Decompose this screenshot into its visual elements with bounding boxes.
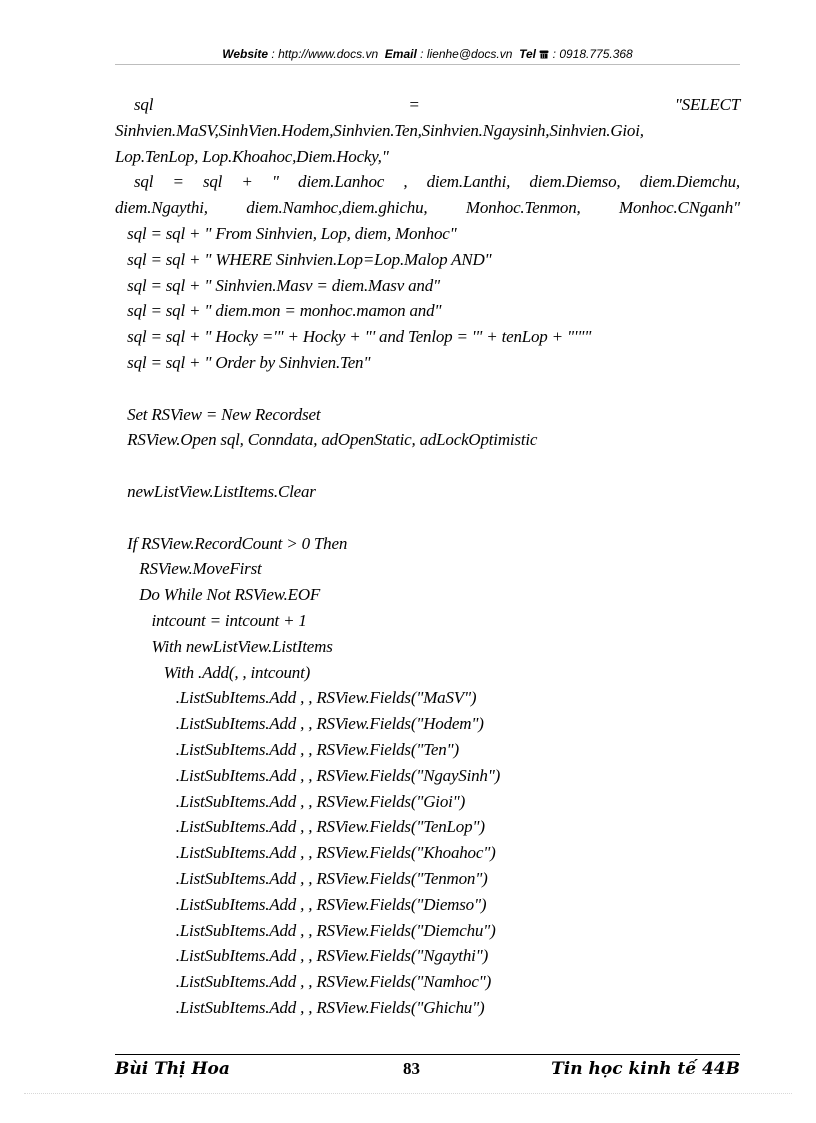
page-header xyxy=(115,47,740,63)
website-label: Website xyxy=(222,47,269,61)
code-line-25: .ListSubItems.Add , , RSView.Fields("Gioi") xyxy=(115,791,466,811)
code-line-21: .ListSubItems.Add , , RSView.Fields("MaSV") xyxy=(115,688,477,708)
code-line-16: RSView.MoveFirst xyxy=(115,559,262,579)
code-line-10: sql = sql + " Hocky ='" + Hocky + "' and Tenlop = '" + tenLop + "'"" xyxy=(115,327,592,347)
page-number: 83 xyxy=(403,1059,420,1078)
header-rule xyxy=(115,64,740,65)
code-line-9: sql = sql + " diem.mon = monhoc.mamon and" xyxy=(115,301,442,321)
code-line-29: .ListSubItems.Add , , RSView.Fields("Diemso") xyxy=(115,894,487,914)
code-line-27: .ListSubItems.Add , , RSView.Fields("Khoahoc") xyxy=(115,843,496,863)
code-line-5: diem.Ngaythi, diem.Namhoc,diem.ghichu, Monhoc.Tenmon, Monhoc.CNganh" xyxy=(115,198,740,218)
code-line-7: sql = sql + " WHERE Sinhvien.Lop=Lop.Malop AND" xyxy=(115,249,492,269)
code-line-15: If RSView.RecordCount > 0 Then xyxy=(115,533,348,553)
email-label: Email xyxy=(384,47,417,61)
page-footer xyxy=(115,1057,740,1083)
footer-course: Tin học kinh tế 44B xyxy=(551,1059,740,1079)
code-line-8: sql = sql + " Sinhvien.Masv = diem.Masv and" xyxy=(115,275,440,295)
page-bottom-divider xyxy=(24,1093,792,1094)
code-line-18: intcount = intcount + 1 xyxy=(115,610,307,630)
code-line-28: .ListSubItems.Add , , RSView.Fields("Tenmon") xyxy=(115,868,488,888)
code-line-23: .ListSubItems.Add , , RSView.Fields("Ten") xyxy=(115,739,459,759)
code-line-22: .ListSubItems.Add , , RSView.Fields("Hodem") xyxy=(115,714,484,734)
footer-rule xyxy=(115,1054,740,1055)
code-line-12: Set RSView = New Recordset xyxy=(115,404,321,424)
code-line-19: With newListView.ListItems xyxy=(115,636,333,656)
website-value: : http://www.docs.vn xyxy=(271,47,379,61)
code-line-3: Lop.TenLop, Lop.Khoahoc,Diem.Hocky," xyxy=(115,146,389,166)
code-line-24: .ListSubItems.Add , , RSView.Fields("NgaySinh") xyxy=(115,765,501,785)
code-line-30: .ListSubItems.Add , , RSView.Fields("Diemchu") xyxy=(115,920,496,940)
tel-label: Tel xyxy=(519,47,536,61)
footer-author: Bùi Thị Hoa xyxy=(115,1059,230,1079)
tel-value: : 0918.775.368 xyxy=(552,47,633,61)
code-line-33: .ListSubItems.Add , , RSView.Fields("Ghichu") xyxy=(115,997,485,1017)
code-line-2: Sinhvien.MaSV,SinhVien.Hodem,Sinhvien.Ten,Sinhvien.Ngaysinh,Sinhvien.Gioi, xyxy=(115,120,644,140)
code-line-13: RSView.Open sql, Conndata, adOpenStatic, adLockOptimistic xyxy=(115,430,538,450)
code-line-32: .ListSubItems.Add , , RSView.Fields("Namhoc") xyxy=(115,972,492,992)
code-line-31: .ListSubItems.Add , , RSView.Fields("Ngaythi") xyxy=(115,946,489,966)
code-line-26: .ListSubItems.Add , , RSView.Fields("TenLop") xyxy=(115,817,485,837)
code-line-4: sql = sql + " diem.Lanhoc , diem.Lanthi, diem.Diemso, diem.Diemchu, xyxy=(134,172,740,192)
code-line-17: Do While Not RSView.EOF xyxy=(115,585,321,605)
email-value: : lienhe@docs.vn xyxy=(420,47,513,61)
code-listing xyxy=(115,92,740,1021)
code-line-14: newListView.ListItems.Clear xyxy=(115,481,316,501)
phone-icon xyxy=(539,50,549,59)
code-line-11: sql = sql + " Order by Sinhvien.Ten" xyxy=(115,352,371,372)
code-line-20: With .Add(, , intcount) xyxy=(115,662,311,682)
code-line-6: sql = sql + " From Sinhvien, Lop, diem, Monhoc" xyxy=(115,223,457,243)
code-line-1: sql = "SELECT xyxy=(134,95,740,114)
